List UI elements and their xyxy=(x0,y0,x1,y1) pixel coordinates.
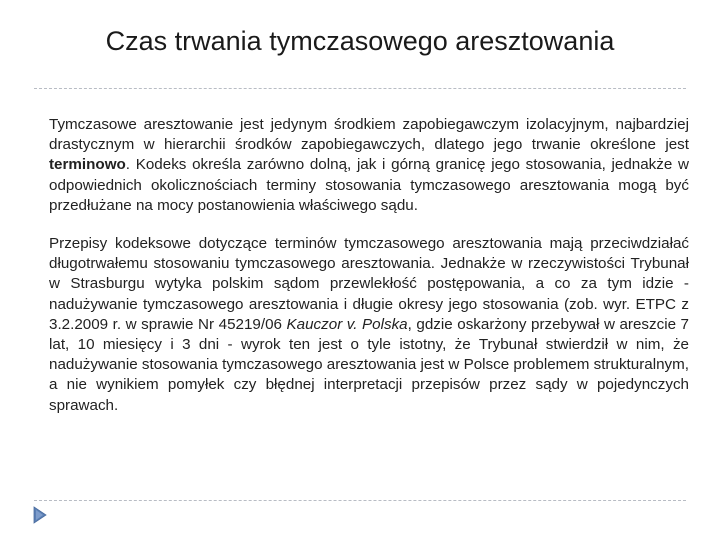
paragraph-1-text-a: Tymczasowe aresztowanie jest jedynym środkiem zapobiegawczym izolacyjnym, najbardziej drastycznym w hierarchii środków zapobiegawczych, dlatego jego trwanie określone jest xyxy=(49,116,689,154)
paragraph-2-case-name: Kauczor v. Polska xyxy=(286,315,408,333)
paragraph-2 xyxy=(49,234,689,416)
bottom-divider xyxy=(34,500,686,501)
paragraph-1 xyxy=(49,115,689,216)
paragraph-2-text-a: Przepisy kodeksowe dotyczące terminów tymczasowego aresztowania mają przeciwdziałać długotrwałemu stosowaniu tymczasowego aresztowania. Jednakże w rzeczywistości Trybunał w Strasburgu wytyka polskim sądom przewlekłość postępowania, a co za tym idzie - nadużywanie tymczasowego aresztowania i długie okresy jego stosowania (zob. wyr. ETPC z 3.2.2009 r. w sprawie Nr 45219/06 xyxy=(49,235,689,333)
triangle-arrow-icon xyxy=(33,506,47,524)
paragraph-1-text-b: . Kodeks określa zarówno dolną, jak i górną granicę jego stosowania, jednakże w odpowiednich okolicznościach terminy stosowania tymczasowego aresztowania mogą być przedłużane na mocy postanowienia właściwego sądu. xyxy=(49,156,689,214)
paragraph-1-bold-term: terminowo xyxy=(49,156,126,174)
paragraph-2-text-b: , gdzie oskarżony przebywał w areszcie 7 lat, 10 miesięcy i 3 dni - wyrok ten jest o tyle istotny, że Trybunał stwierdził w nim, że nadużywanie stosowania tymczasowego aresztowania jest w Polsce problemem strukturalnym, a nie wynikiem pomyłek czy błędnej interpretacji przepisów przez sądy w pojedynczych sprawach. xyxy=(49,315,690,414)
slide-body xyxy=(49,115,689,416)
top-divider xyxy=(34,88,686,89)
slide-title: Czas trwania tymczasowego aresztowania xyxy=(105,26,615,56)
